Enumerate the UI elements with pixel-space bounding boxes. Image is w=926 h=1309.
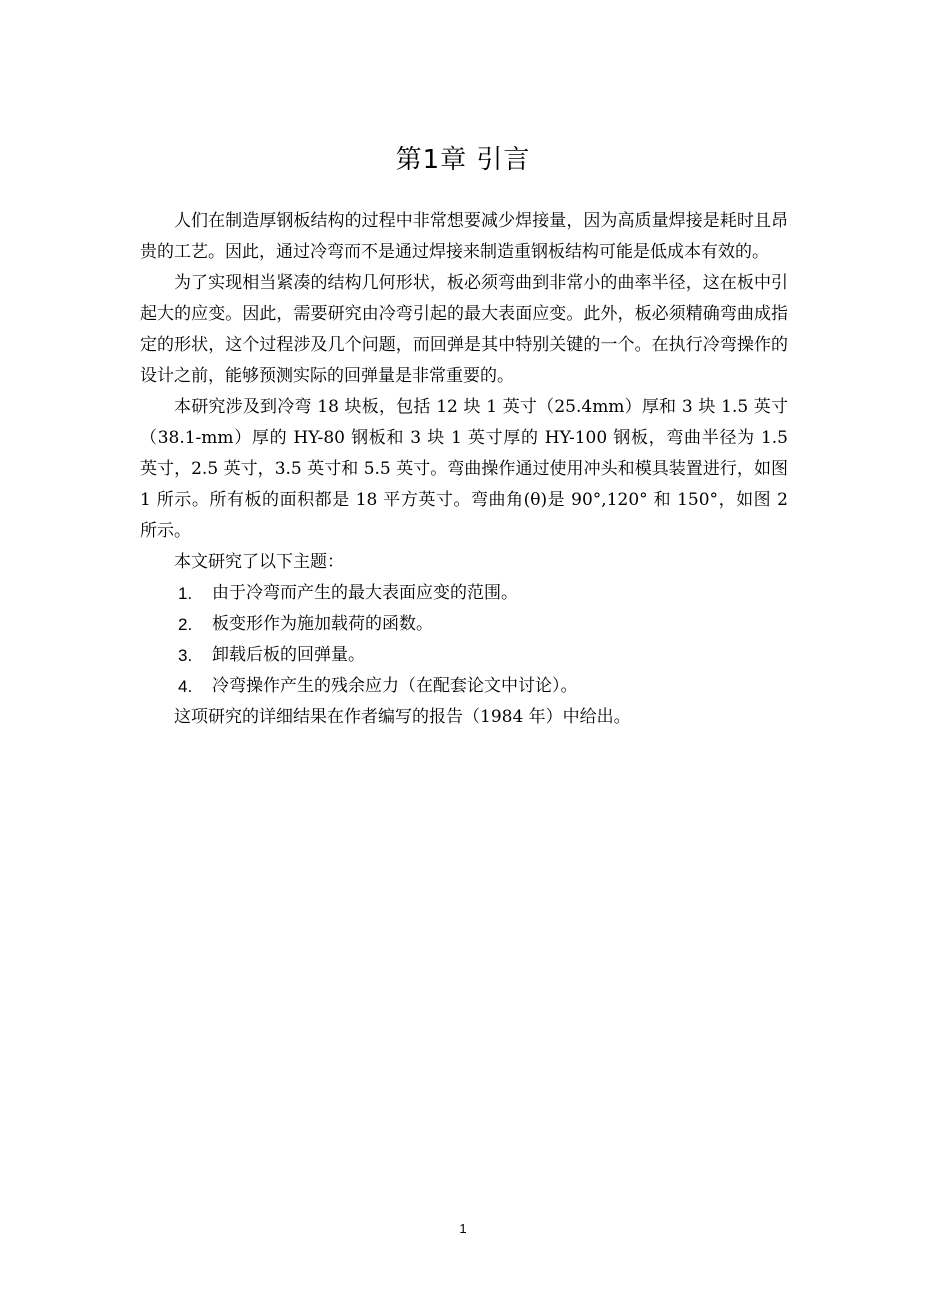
list-text: 由于冷弯而产生的最大表面应变的范围。 [212, 583, 518, 603]
list-text: 板变形作为施加载荷的函数。 [212, 614, 433, 634]
page-number: 1 [459, 1221, 467, 1236]
paragraph-2: 为了实现相当紧凑的结构几何形状，板必须弯曲到非常小的曲率半径，这在板中引起大的应变。因此，需要研究由冷弯引起的最大表面应变。此外，板必须精确弯曲成指定的形状，这个过程涉及几个问题，而回弹是其中特别关键的一个。在执行冷弯操作的设计之前，能够预测实际的回弹量是非常重要的。 [140, 273, 788, 386]
chapter-title: 第1章 引言 [395, 145, 531, 175]
list-item [140, 578, 788, 609]
list-number: 4. [178, 677, 193, 696]
list-item [140, 640, 788, 671]
body-text [140, 206, 788, 733]
list-number: 3. [178, 646, 193, 665]
list-item [140, 671, 788, 702]
list-number: 1. [178, 584, 193, 603]
list-number: 2. [178, 615, 193, 634]
list-text: 冷弯操作产生的残余应力（在配套论文中讨论）。 [212, 676, 578, 696]
paragraph-4: 本文研究了以下主题： [174, 552, 344, 572]
list-item [140, 609, 788, 640]
closing-paragraph: 这项研究的详细结果在作者编写的报告（1984 年）中给出。 [174, 707, 631, 727]
paragraph-1: 人们在制造厚钢板结构的过程中非常想要减少焊接量，因为高质量焊接是耗时且昂贵的工艺。因此，通过冷弯而不是通过焊接来制造重钢板结构可能是低成本有效的。 [140, 211, 788, 262]
list-text: 卸载后板的回弹量。 [212, 645, 365, 665]
paragraph-3: 本研究涉及到冷弯 18 块板，包括 12 块 1 英寸（25.4mm）厚和 3 块 1.5 英寸（38.1-mm）厚的 HY-80 钢板和 3 块 1 英寸厚的 HY-100 钢板，弯曲半径为 1.5 英寸，2.5 英寸，3.5 英寸和 5.5 英寸。弯曲操作通过使用冲头和模具装置进行，如图 1 所示。所有板的面积都是 18 平方英寸。弯曲角(θ)是 90°,120° 和 150°，如图 2 所示。 [140, 397, 788, 541]
